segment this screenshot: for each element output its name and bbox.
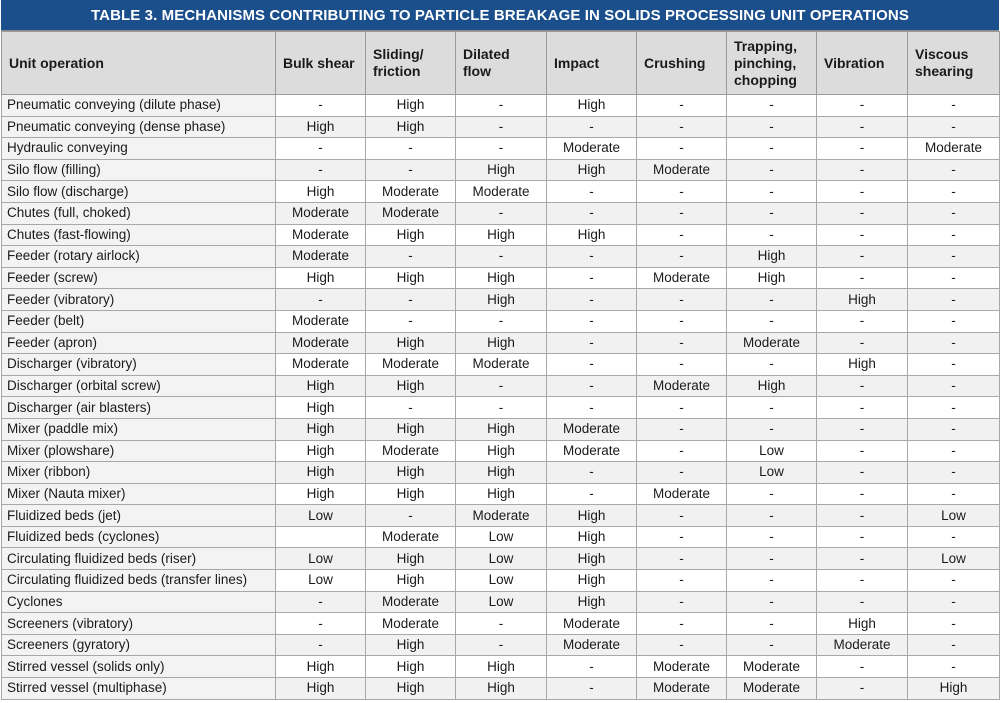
mechanism-cell: - (276, 634, 366, 656)
mechanism-cell: - (817, 267, 908, 289)
table-row (2, 246, 1000, 268)
mechanism-cell: - (637, 202, 727, 224)
mechanisms-table (1, 31, 1000, 700)
mechanism-cell: - (637, 505, 727, 527)
mechanism-cell: - (727, 483, 817, 505)
mechanism-cell: - (727, 526, 817, 548)
unit-operation-cell: Discharger (air blasters) (2, 397, 276, 419)
mechanism-cell: - (817, 159, 908, 181)
mechanism-cell: - (908, 634, 1000, 656)
mechanism-cell: Moderate (547, 138, 637, 160)
mechanism-cell: High (366, 332, 456, 354)
mechanism-cell: - (817, 116, 908, 138)
mechanism-cell: Moderate (637, 678, 727, 700)
unit-operation-cell: Chutes (fast-flowing) (2, 224, 276, 246)
table-row (2, 570, 1000, 592)
mechanism-cell: Moderate (456, 181, 547, 203)
mechanism-cell: - (817, 526, 908, 548)
unit-operation-cell: Pneumatic conveying (dilute phase) (2, 95, 276, 117)
mechanism-cell: Moderate (366, 202, 456, 224)
mechanism-cell: - (637, 95, 727, 117)
mechanism-cell: - (547, 310, 637, 332)
mechanism-cell: - (908, 310, 1000, 332)
mechanism-cell: - (637, 570, 727, 592)
mechanism-cell: - (637, 462, 727, 484)
mechanism-cell: - (366, 246, 456, 268)
table-title: TABLE 3. MECHANISMS CONTRIBUTING TO PARTICLE BREAKAGE IN SOLIDS PROCESSING UNIT OPERATIONS (1, 0, 999, 31)
mechanism-cell: - (908, 354, 1000, 376)
table-row (2, 116, 1000, 138)
unit-operation-cell: Discharger (orbital screw) (2, 375, 276, 397)
mechanism-cell: Moderate (727, 678, 817, 700)
mechanism-cell: - (547, 656, 637, 678)
header-viscous-shearing: Viscous shearing (908, 32, 1000, 95)
mechanism-cell: High (456, 159, 547, 181)
mechanism-cell: Moderate (637, 375, 727, 397)
mechanism-cell: Moderate (547, 440, 637, 462)
mechanism-cell: - (908, 224, 1000, 246)
table-row (2, 332, 1000, 354)
mechanism-cell: - (727, 116, 817, 138)
mechanism-cell: - (817, 505, 908, 527)
mechanism-cell: - (637, 548, 727, 570)
mechanism-cell: - (727, 289, 817, 311)
header-vibration: Vibration (817, 32, 908, 95)
mechanism-cell: - (366, 159, 456, 181)
table-row (2, 440, 1000, 462)
mechanism-cell: Moderate (637, 656, 727, 678)
mechanism-cell: High (276, 462, 366, 484)
mechanism-cell: High (276, 267, 366, 289)
mechanism-cell: High (366, 224, 456, 246)
mechanism-cell: - (817, 656, 908, 678)
table-row (2, 656, 1000, 678)
mechanism-cell (276, 526, 366, 548)
mechanism-cell: Low (276, 548, 366, 570)
mechanism-cell: - (456, 116, 547, 138)
mechanism-cell: - (456, 202, 547, 224)
mechanism-cell: High (727, 246, 817, 268)
mechanism-cell: Moderate (547, 418, 637, 440)
unit-operation-cell: Fluidized beds (jet) (2, 505, 276, 527)
mechanism-cell: High (817, 289, 908, 311)
mechanism-cell: High (366, 462, 456, 484)
mechanism-cell: Moderate (276, 354, 366, 376)
header-impact: Impact (547, 32, 637, 95)
table-row (2, 224, 1000, 246)
mechanism-cell: - (908, 375, 1000, 397)
table-row (2, 95, 1000, 117)
mechanism-cell: - (276, 138, 366, 160)
mechanism-cell: - (727, 354, 817, 376)
mechanism-cell: High (727, 375, 817, 397)
mechanism-cell: - (637, 634, 727, 656)
mechanism-cell: Moderate (366, 181, 456, 203)
mechanism-cell: - (908, 440, 1000, 462)
mechanism-cell: - (456, 375, 547, 397)
mechanism-cell: - (547, 483, 637, 505)
mechanism-cell: - (908, 613, 1000, 635)
mechanism-cell: High (366, 483, 456, 505)
mechanism-cell: - (276, 289, 366, 311)
mechanism-cell: - (727, 202, 817, 224)
mechanism-cell: Low (456, 591, 547, 613)
mechanism-cell: High (276, 483, 366, 505)
mechanism-cell: - (727, 159, 817, 181)
mechanism-cell: Moderate (366, 591, 456, 613)
mechanism-cell: Low (908, 505, 1000, 527)
mechanism-cell: High (366, 95, 456, 117)
mechanism-cell: - (817, 418, 908, 440)
mechanism-cell: - (908, 462, 1000, 484)
unit-operation-cell: Pneumatic conveying (dense phase) (2, 116, 276, 138)
mechanism-cell: - (637, 397, 727, 419)
mechanism-cell: Moderate (456, 505, 547, 527)
mechanism-cell: - (276, 159, 366, 181)
unit-operation-cell: Feeder (apron) (2, 332, 276, 354)
mechanism-cell: - (817, 202, 908, 224)
mechanism-cell: - (727, 570, 817, 592)
unit-operation-cell: Feeder (rotary airlock) (2, 246, 276, 268)
unit-operation-cell: Silo flow (discharge) (2, 181, 276, 203)
mechanism-cell: Moderate (727, 332, 817, 354)
mechanism-cell: High (366, 634, 456, 656)
header-dilated-flow: Dilated flow (456, 32, 547, 95)
unit-operation-cell: Circulating fluidized beds (riser) (2, 548, 276, 570)
mechanism-cell: High (276, 181, 366, 203)
mechanism-cell: High (456, 289, 547, 311)
mechanism-cell: - (817, 591, 908, 613)
mechanism-cell: - (817, 332, 908, 354)
mechanism-cell: - (817, 375, 908, 397)
mechanism-cell: - (547, 289, 637, 311)
unit-operation-cell: Hydraulic conveying (2, 138, 276, 160)
mechanism-cell: High (276, 440, 366, 462)
mechanism-cell: - (456, 634, 547, 656)
unit-operation-cell: Circulating fluidized beds (transfer lines) (2, 570, 276, 592)
table-row (2, 526, 1000, 548)
mechanism-cell: Low (908, 548, 1000, 570)
mechanism-cell: - (817, 440, 908, 462)
mechanism-cell: - (547, 181, 637, 203)
mechanism-cell: - (817, 678, 908, 700)
mechanism-cell: - (817, 397, 908, 419)
mechanism-cell: - (727, 138, 817, 160)
mechanism-cell: - (637, 440, 727, 462)
mechanism-cell: - (366, 310, 456, 332)
table-row (2, 483, 1000, 505)
mechanism-cell: High (908, 678, 1000, 700)
mechanism-cell: High (456, 483, 547, 505)
mechanism-cell: - (908, 483, 1000, 505)
table-row (2, 548, 1000, 570)
mechanism-cell: - (727, 591, 817, 613)
table-row (2, 678, 1000, 700)
mechanism-cell: High (456, 462, 547, 484)
mechanism-cell: High (817, 354, 908, 376)
table-row (2, 613, 1000, 635)
mechanism-cell: High (366, 116, 456, 138)
mechanism-cell: - (908, 418, 1000, 440)
mechanism-cell: - (727, 224, 817, 246)
mechanism-cell: High (817, 613, 908, 635)
mechanism-cell: - (908, 267, 1000, 289)
mechanism-cell: - (817, 462, 908, 484)
mechanism-cell: Moderate (637, 159, 727, 181)
table-row (2, 159, 1000, 181)
mechanism-cell: High (366, 678, 456, 700)
mechanism-cell: - (547, 116, 637, 138)
mechanism-cell: Moderate (908, 138, 1000, 160)
unit-operation-cell: Mixer (ribbon) (2, 462, 276, 484)
header-row (2, 32, 1000, 95)
mechanism-cell: - (276, 613, 366, 635)
mechanism-cell: Moderate (547, 613, 637, 635)
mechanism-cell: - (908, 202, 1000, 224)
mechanism-cell: - (817, 181, 908, 203)
mechanism-cell: Moderate (637, 267, 727, 289)
mechanism-cell: - (547, 332, 637, 354)
mechanism-cell: - (456, 246, 547, 268)
mechanism-cell: High (276, 656, 366, 678)
mechanism-cell: - (908, 332, 1000, 354)
mechanism-cell: - (817, 310, 908, 332)
mechanism-cell: - (727, 613, 817, 635)
mechanism-cell: High (366, 267, 456, 289)
mechanism-cell: - (637, 181, 727, 203)
mechanism-cell: High (276, 418, 366, 440)
mechanism-cell: - (366, 505, 456, 527)
mechanism-cell: - (547, 375, 637, 397)
mechanism-cell: - (908, 570, 1000, 592)
mechanism-cell: High (456, 656, 547, 678)
mechanism-cell: Low (727, 462, 817, 484)
mechanism-cell: Moderate (366, 440, 456, 462)
table-row (2, 505, 1000, 527)
mechanism-cell: Moderate (276, 246, 366, 268)
unit-operation-cell: Chutes (full, choked) (2, 202, 276, 224)
mechanism-cell: - (908, 116, 1000, 138)
table-body (2, 95, 1000, 700)
mechanism-cell: - (727, 548, 817, 570)
mechanism-cell: - (547, 462, 637, 484)
mechanism-cell: - (366, 289, 456, 311)
mechanism-cell: High (727, 267, 817, 289)
mechanism-cell: - (727, 310, 817, 332)
mechanism-cell: - (637, 116, 727, 138)
mechanism-cell: High (456, 440, 547, 462)
mechanism-cell: High (456, 332, 547, 354)
mechanism-cell: Moderate (637, 483, 727, 505)
mechanism-cell: High (276, 375, 366, 397)
mechanism-cell: - (637, 613, 727, 635)
unit-operation-cell: Discharger (vibratory) (2, 354, 276, 376)
mechanism-cell: - (547, 267, 637, 289)
mechanism-cell: - (817, 95, 908, 117)
mechanism-cell: High (547, 505, 637, 527)
unit-operation-cell: Feeder (screw) (2, 267, 276, 289)
unit-operation-cell: Screeners (vibratory) (2, 613, 276, 635)
mechanism-cell: - (637, 138, 727, 160)
table-row (2, 462, 1000, 484)
mechanism-cell: - (637, 526, 727, 548)
mechanism-cell: - (727, 418, 817, 440)
mechanism-cell: High (366, 548, 456, 570)
mechanism-cell: - (908, 246, 1000, 268)
mechanism-cell: - (637, 310, 727, 332)
mechanism-cell: - (547, 678, 637, 700)
table-row (2, 354, 1000, 376)
table-container (1, 0, 999, 700)
header-crushing: Crushing (637, 32, 727, 95)
mechanism-cell: Moderate (276, 202, 366, 224)
mechanism-cell: - (727, 505, 817, 527)
mechanism-cell: - (908, 95, 1000, 117)
mechanism-cell: High (276, 397, 366, 419)
mechanism-cell: - (276, 95, 366, 117)
mechanism-cell: - (908, 159, 1000, 181)
mechanism-cell: - (908, 591, 1000, 613)
mechanism-cell: - (456, 397, 547, 419)
mechanism-cell: Low (727, 440, 817, 462)
unit-operation-cell: Mixer (plowshare) (2, 440, 276, 462)
mechanism-cell: - (547, 202, 637, 224)
mechanism-cell: - (456, 310, 547, 332)
mechanism-cell: Moderate (817, 634, 908, 656)
mechanism-cell: - (637, 354, 727, 376)
mechanism-cell: High (547, 95, 637, 117)
mechanism-cell: - (547, 246, 637, 268)
mechanism-cell: - (908, 289, 1000, 311)
mechanism-cell: - (727, 181, 817, 203)
mechanism-cell: High (366, 570, 456, 592)
mechanism-cell: Low (456, 570, 547, 592)
mechanism-cell: - (727, 397, 817, 419)
header-bulk-shear: Bulk shear (276, 32, 366, 95)
table-row (2, 634, 1000, 656)
mechanism-cell: - (637, 418, 727, 440)
mechanism-cell: - (366, 397, 456, 419)
unit-operation-cell: Stirred vessel (solids only) (2, 656, 276, 678)
mechanism-cell: Moderate (366, 613, 456, 635)
mechanism-cell: Low (456, 526, 547, 548)
mechanism-cell: - (908, 181, 1000, 203)
mechanism-cell: - (908, 526, 1000, 548)
mechanism-cell: Low (456, 548, 547, 570)
mechanism-cell: - (727, 95, 817, 117)
mechanism-cell: High (366, 418, 456, 440)
unit-operation-cell: Screeners (gyratory) (2, 634, 276, 656)
mechanism-cell: Moderate (456, 354, 547, 376)
mechanism-cell: - (456, 613, 547, 635)
mechanism-cell: Moderate (276, 224, 366, 246)
mechanism-cell: Moderate (276, 310, 366, 332)
table-row (2, 397, 1000, 419)
mechanism-cell: Moderate (276, 332, 366, 354)
mechanism-cell: High (456, 418, 547, 440)
mechanism-cell: High (547, 159, 637, 181)
table-row (2, 591, 1000, 613)
unit-operation-cell: Cyclones (2, 591, 276, 613)
mechanism-cell: - (908, 397, 1000, 419)
mechanism-cell: Low (276, 570, 366, 592)
mechanism-cell: High (547, 526, 637, 548)
unit-operation-cell: Stirred vessel (multiphase) (2, 678, 276, 700)
header-trapping: Trapping, pinching, chopping (727, 32, 817, 95)
mechanism-cell: Moderate (547, 634, 637, 656)
mechanism-cell: - (637, 332, 727, 354)
unit-operation-cell: Silo flow (filling) (2, 159, 276, 181)
table-row (2, 289, 1000, 311)
mechanism-cell: - (637, 289, 727, 311)
mechanism-cell: - (456, 138, 547, 160)
mechanism-cell: - (637, 591, 727, 613)
mechanism-cell: High (456, 224, 547, 246)
mechanism-cell: High (276, 116, 366, 138)
mechanism-cell: High (547, 548, 637, 570)
mechanism-cell: - (817, 138, 908, 160)
header-sliding-friction: Sliding/ friction (366, 32, 456, 95)
unit-operation-cell: Mixer (paddle mix) (2, 418, 276, 440)
mechanism-cell: - (908, 656, 1000, 678)
table-row (2, 267, 1000, 289)
mechanism-cell: - (456, 95, 547, 117)
mechanism-cell: Low (276, 505, 366, 527)
mechanism-cell: Moderate (727, 656, 817, 678)
table-row (2, 181, 1000, 203)
mechanism-cell: High (366, 375, 456, 397)
table-row (2, 138, 1000, 160)
table-row (2, 310, 1000, 332)
header-unit-operation: Unit operation (2, 32, 276, 95)
table-row (2, 418, 1000, 440)
mechanism-cell: - (817, 483, 908, 505)
mechanism-cell: High (547, 224, 637, 246)
mechanism-cell: - (547, 397, 637, 419)
mechanism-cell: - (817, 570, 908, 592)
mechanism-cell: - (817, 224, 908, 246)
mechanism-cell: - (637, 246, 727, 268)
table-row (2, 375, 1000, 397)
mechanism-cell: - (366, 138, 456, 160)
mechanism-cell: - (727, 634, 817, 656)
mechanism-cell: Moderate (366, 354, 456, 376)
unit-operation-cell: Feeder (belt) (2, 310, 276, 332)
unit-operation-cell: Fluidized beds (cyclones) (2, 526, 276, 548)
mechanism-cell: Moderate (366, 526, 456, 548)
mechanism-cell: High (456, 678, 547, 700)
table-row (2, 202, 1000, 224)
mechanism-cell: High (547, 570, 637, 592)
mechanism-cell: High (366, 656, 456, 678)
unit-operation-cell: Feeder (vibratory) (2, 289, 276, 311)
mechanism-cell: - (276, 591, 366, 613)
mechanism-cell: - (547, 354, 637, 376)
mechanism-cell: - (817, 548, 908, 570)
mechanism-cell: High (547, 591, 637, 613)
mechanism-cell: - (637, 224, 727, 246)
mechanism-cell: - (817, 246, 908, 268)
unit-operation-cell: Mixer (Nauta mixer) (2, 483, 276, 505)
mechanism-cell: High (456, 267, 547, 289)
mechanism-cell: High (276, 678, 366, 700)
